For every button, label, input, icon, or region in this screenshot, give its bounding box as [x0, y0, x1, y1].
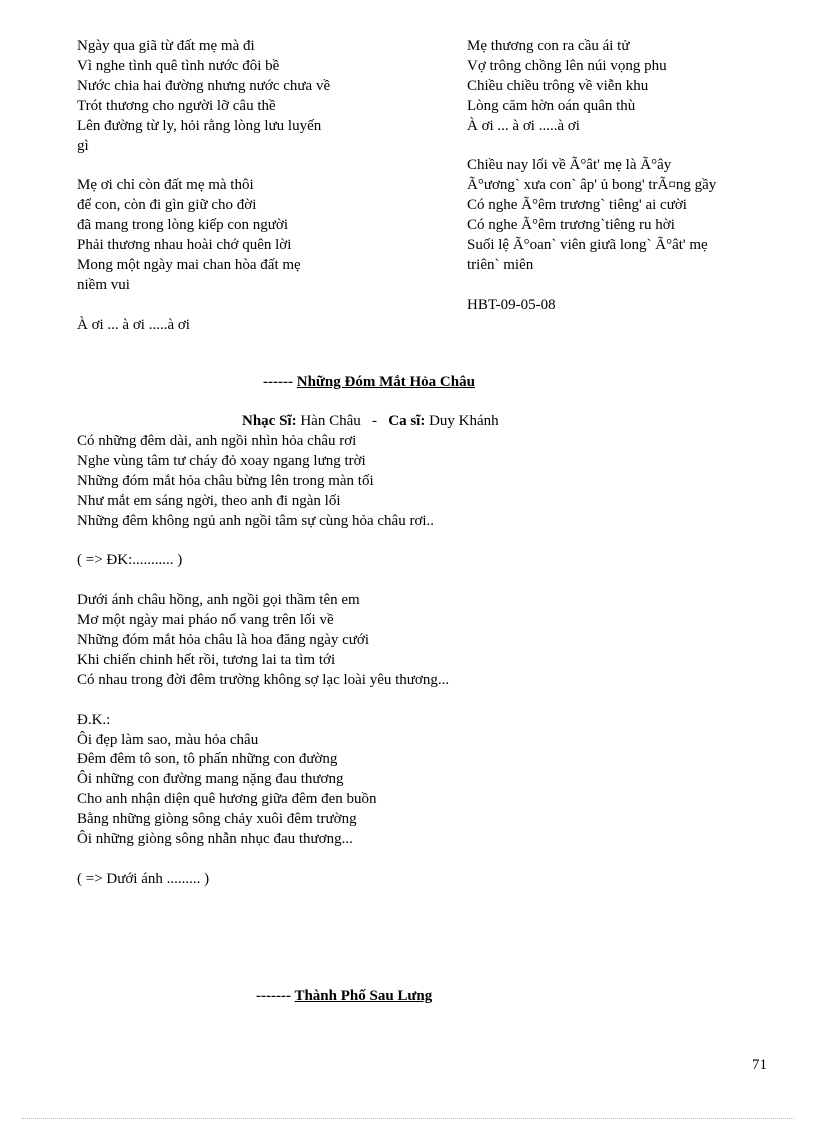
lyric-line: Vợ trông chồng lên núi vọng phu — [467, 57, 667, 74]
lyric-line: Ngày qua giã từ đất mẹ mà đi — [77, 38, 255, 54]
lyric-line: Những đêm không ngủ anh ngồi tâm sự cùng hỏa châu rơi.. — [77, 512, 435, 529]
song-title-2: Thành Phố Sau Lưng — [294, 988, 433, 1004]
credit-separator: - — [372, 413, 377, 429]
lyric-line: Bằng những giòng sông chảy xuôi đêm trường — [77, 811, 357, 828]
heading-dashes: ------- — [256, 988, 295, 1004]
lyric-line: Lên đường từ ly, hỏi rằng lòng lưu luyến — [77, 117, 322, 134]
right-stanza-1 — [467, 37, 787, 137]
lyric-line: Đêm đêm tô son, tô phấn những con đường — [77, 751, 338, 768]
song-heading — [263, 374, 475, 391]
page-bottom-rule — [22, 1118, 794, 1119]
lyric-line: Ôi những con đường mang nặng đau thương — [77, 771, 344, 788]
refrain-line: À ơi ... à ơi .....à ơi — [77, 316, 190, 333]
lyric-line: Cho anh nhận diện quê hương giữa đêm đen buồn — [77, 791, 377, 808]
song-title: Những Đóm Mắt Hỏa Châu — [296, 374, 475, 390]
composer-name: Hàn Châu — [300, 413, 361, 429]
chorus-label: Đ.K.: — [77, 711, 111, 728]
verse-1 — [77, 432, 777, 532]
lyric-line: Có nghe Ã°êm trương`tiêng ru hời — [467, 217, 675, 234]
lyric-line: Khi chiến chinh hết rồi, tương lai ta tìm tới — [77, 651, 336, 668]
lyric-line: Mơ một ngày mai pháo nổ vang trên lối về — [77, 612, 334, 629]
lyric-line: triên` miên — [467, 256, 534, 273]
lyric-line: Mẹ thương con ra cầu ái tử — [467, 38, 630, 54]
verse-2 — [77, 591, 777, 691]
left-column — [77, 37, 387, 336]
lyric-line: Suối lệ Ã°oan` viên giưã long` Ã°ât' mẹ — [467, 237, 708, 254]
lyric-line: Có nghe Ã°êm trương` tiêng' ai cười — [467, 197, 687, 214]
lyric-line: đã mang trong lòng kiếp con người — [77, 217, 289, 234]
lyric-line: Nghe vùng tâm tư cháy đỏ xoay ngang lưng trời — [77, 452, 366, 469]
lyric-line: để con, còn đi gìn giữ cho đời — [77, 197, 257, 214]
song-credit — [242, 413, 499, 430]
lyric-line: Phải thương nhau hoài chớ quên lời — [77, 237, 292, 254]
page-number: 71 — [752, 1057, 767, 1073]
lyric-line: Ôi những giòng sông nhẫn nhục đau thương... — [77, 831, 353, 848]
lyric-line: Ã°ương` xưa con` âp' ủ bong' trÃ¤ng gầy — [467, 177, 717, 194]
lyric-line: Những đóm mắt hỏa châu bừng lên trong màn tối — [77, 472, 374, 489]
lyric-line: Có nhau trong đời đêm trường không sợ lạc loài yêu thương... — [77, 671, 450, 688]
lyric-line: Những đóm mắt hỏa châu là hoa đăng ngày cưới — [77, 632, 370, 649]
lyric-line: gì — [77, 137, 89, 154]
composer-label: Nhạc Sĩ: — [242, 413, 297, 429]
lyric-line: Dưới ánh châu hồng, anh ngồi gọi thầm tên em — [77, 592, 360, 609]
lyric-line: Vì nghe tình quê tình nước đôi bề — [77, 57, 280, 74]
right-stanza-2 — [467, 156, 787, 275]
right-column — [467, 37, 787, 316]
refrain-line: À ơi ... à ơi .....à ơi — [467, 117, 580, 134]
song-heading-2 — [256, 988, 432, 1005]
song-lyrics — [77, 432, 777, 890]
singer-label: Ca sĩ: — [388, 413, 426, 429]
singer-name: Duy Khánh — [429, 413, 499, 429]
lyric-line: Chiều chiều trông về viễn khu — [467, 77, 649, 94]
lyric-line: Mẹ ơi chỉ còn đất mẹ mà thôi — [77, 177, 254, 194]
left-stanza-1 — [77, 37, 387, 156]
heading-dashes: ------ — [263, 374, 297, 390]
lyric-line: Như mắt em sáng ngời, theo anh đi ngàn lối — [77, 492, 341, 509]
lyric-line: Lòng căm hờn oán quân thù — [467, 97, 636, 114]
signature: HBT-09-05-08 — [467, 296, 556, 313]
chorus — [77, 731, 777, 850]
left-stanza-2 — [77, 176, 387, 295]
lyric-line: Trót thương cho người lỡ câu thề — [77, 97, 276, 114]
lyric-line: Mong một ngày mai chan hòa đất mẹ — [77, 256, 301, 273]
lyric-line: Chiều nay lối về Ã°ât' mẹ là Ã°ây — [467, 157, 672, 174]
lyric-line: Nước chia hai đường nhưng nước chưa về — [77, 77, 331, 94]
lyric-line: Có những đêm dài, anh ngồi nhìn hỏa châu rơi — [77, 433, 357, 449]
lyric-line: Ôi đẹp làm sao, màu hỏa châu — [77, 731, 259, 748]
lyric-line: niềm vui — [77, 276, 130, 293]
goto-chorus-note: ( => ĐK:........... ) — [77, 552, 183, 569]
goto-verse-note: ( => Dưới ánh ......... ) — [77, 870, 210, 887]
